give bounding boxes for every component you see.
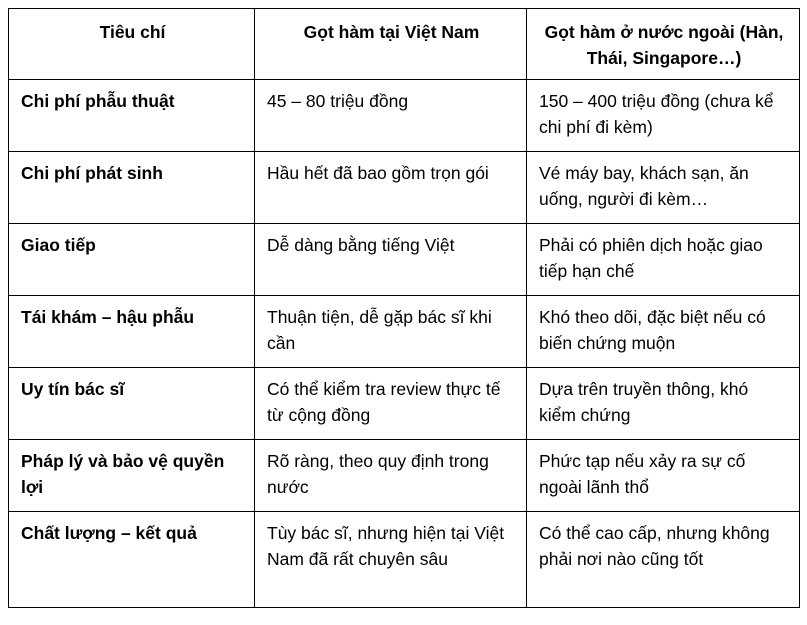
criterion-cell: Chi phí phát sinh xyxy=(9,152,255,224)
table-row xyxy=(9,224,800,296)
abroad-cell: Vé máy bay, khách sạn, ăn uống, người đi kèm… xyxy=(527,152,800,224)
abroad-cell: Khó theo dõi, đặc biệt nếu có biến chứng muộn xyxy=(527,296,800,368)
abroad-cell: Dựa trên truyền thông, khó kiểm chứng xyxy=(527,368,800,440)
table-row xyxy=(9,368,800,440)
abroad-cell: Phức tạp nếu xảy ra sự cố ngoài lãnh thổ xyxy=(527,440,800,512)
criterion-cell: Uy tín bác sĩ xyxy=(9,368,255,440)
vietnam-cell: Có thể kiểm tra review thực tế từ cộng đồng xyxy=(255,368,527,440)
vietnam-cell: Hầu hết đã bao gồm trọn gói xyxy=(255,152,527,224)
criterion-cell: Giao tiếp xyxy=(9,224,255,296)
table-row xyxy=(9,152,800,224)
header-criterion: Tiêu chí xyxy=(9,9,255,80)
abroad-cell: 150 – 400 triệu đồng (chưa kể chi phí đi kèm) xyxy=(527,80,800,152)
comparison-table-wrapper xyxy=(8,8,800,608)
criterion-cell: Tái khám – hậu phẫu xyxy=(9,296,255,368)
table-row xyxy=(9,80,800,152)
criterion-cell: Pháp lý và bảo vệ quyền lợi xyxy=(9,440,255,512)
table-row xyxy=(9,440,800,512)
table-row xyxy=(9,296,800,368)
comparison-table xyxy=(8,8,800,608)
abroad-cell: Phải có phiên dịch hoặc giao tiếp hạn chế xyxy=(527,224,800,296)
header-vietnam: Gọt hàm tại Việt Nam xyxy=(255,9,527,80)
vietnam-cell: Tùy bác sĩ, nhưng hiện tại Việt Nam đã rất chuyên sâu xyxy=(255,512,527,608)
criterion-cell: Chất lượng – kết quả xyxy=(9,512,255,608)
vietnam-cell: Rõ ràng, theo quy định trong nước xyxy=(255,440,527,512)
header-row xyxy=(9,9,800,80)
criterion-cell: Chi phí phẫu thuật xyxy=(9,80,255,152)
vietnam-cell: Dễ dàng bằng tiếng Việt xyxy=(255,224,527,296)
vietnam-cell: 45 – 80 triệu đồng xyxy=(255,80,527,152)
header-abroad: Gọt hàm ở nước ngoài (Hàn, Thái, Singapore…) xyxy=(527,9,800,80)
vietnam-cell: Thuận tiện, dễ gặp bác sĩ khi cần xyxy=(255,296,527,368)
abroad-cell: Có thể cao cấp, nhưng không phải nơi nào cũng tốt xyxy=(527,512,800,608)
table-row xyxy=(9,512,800,608)
